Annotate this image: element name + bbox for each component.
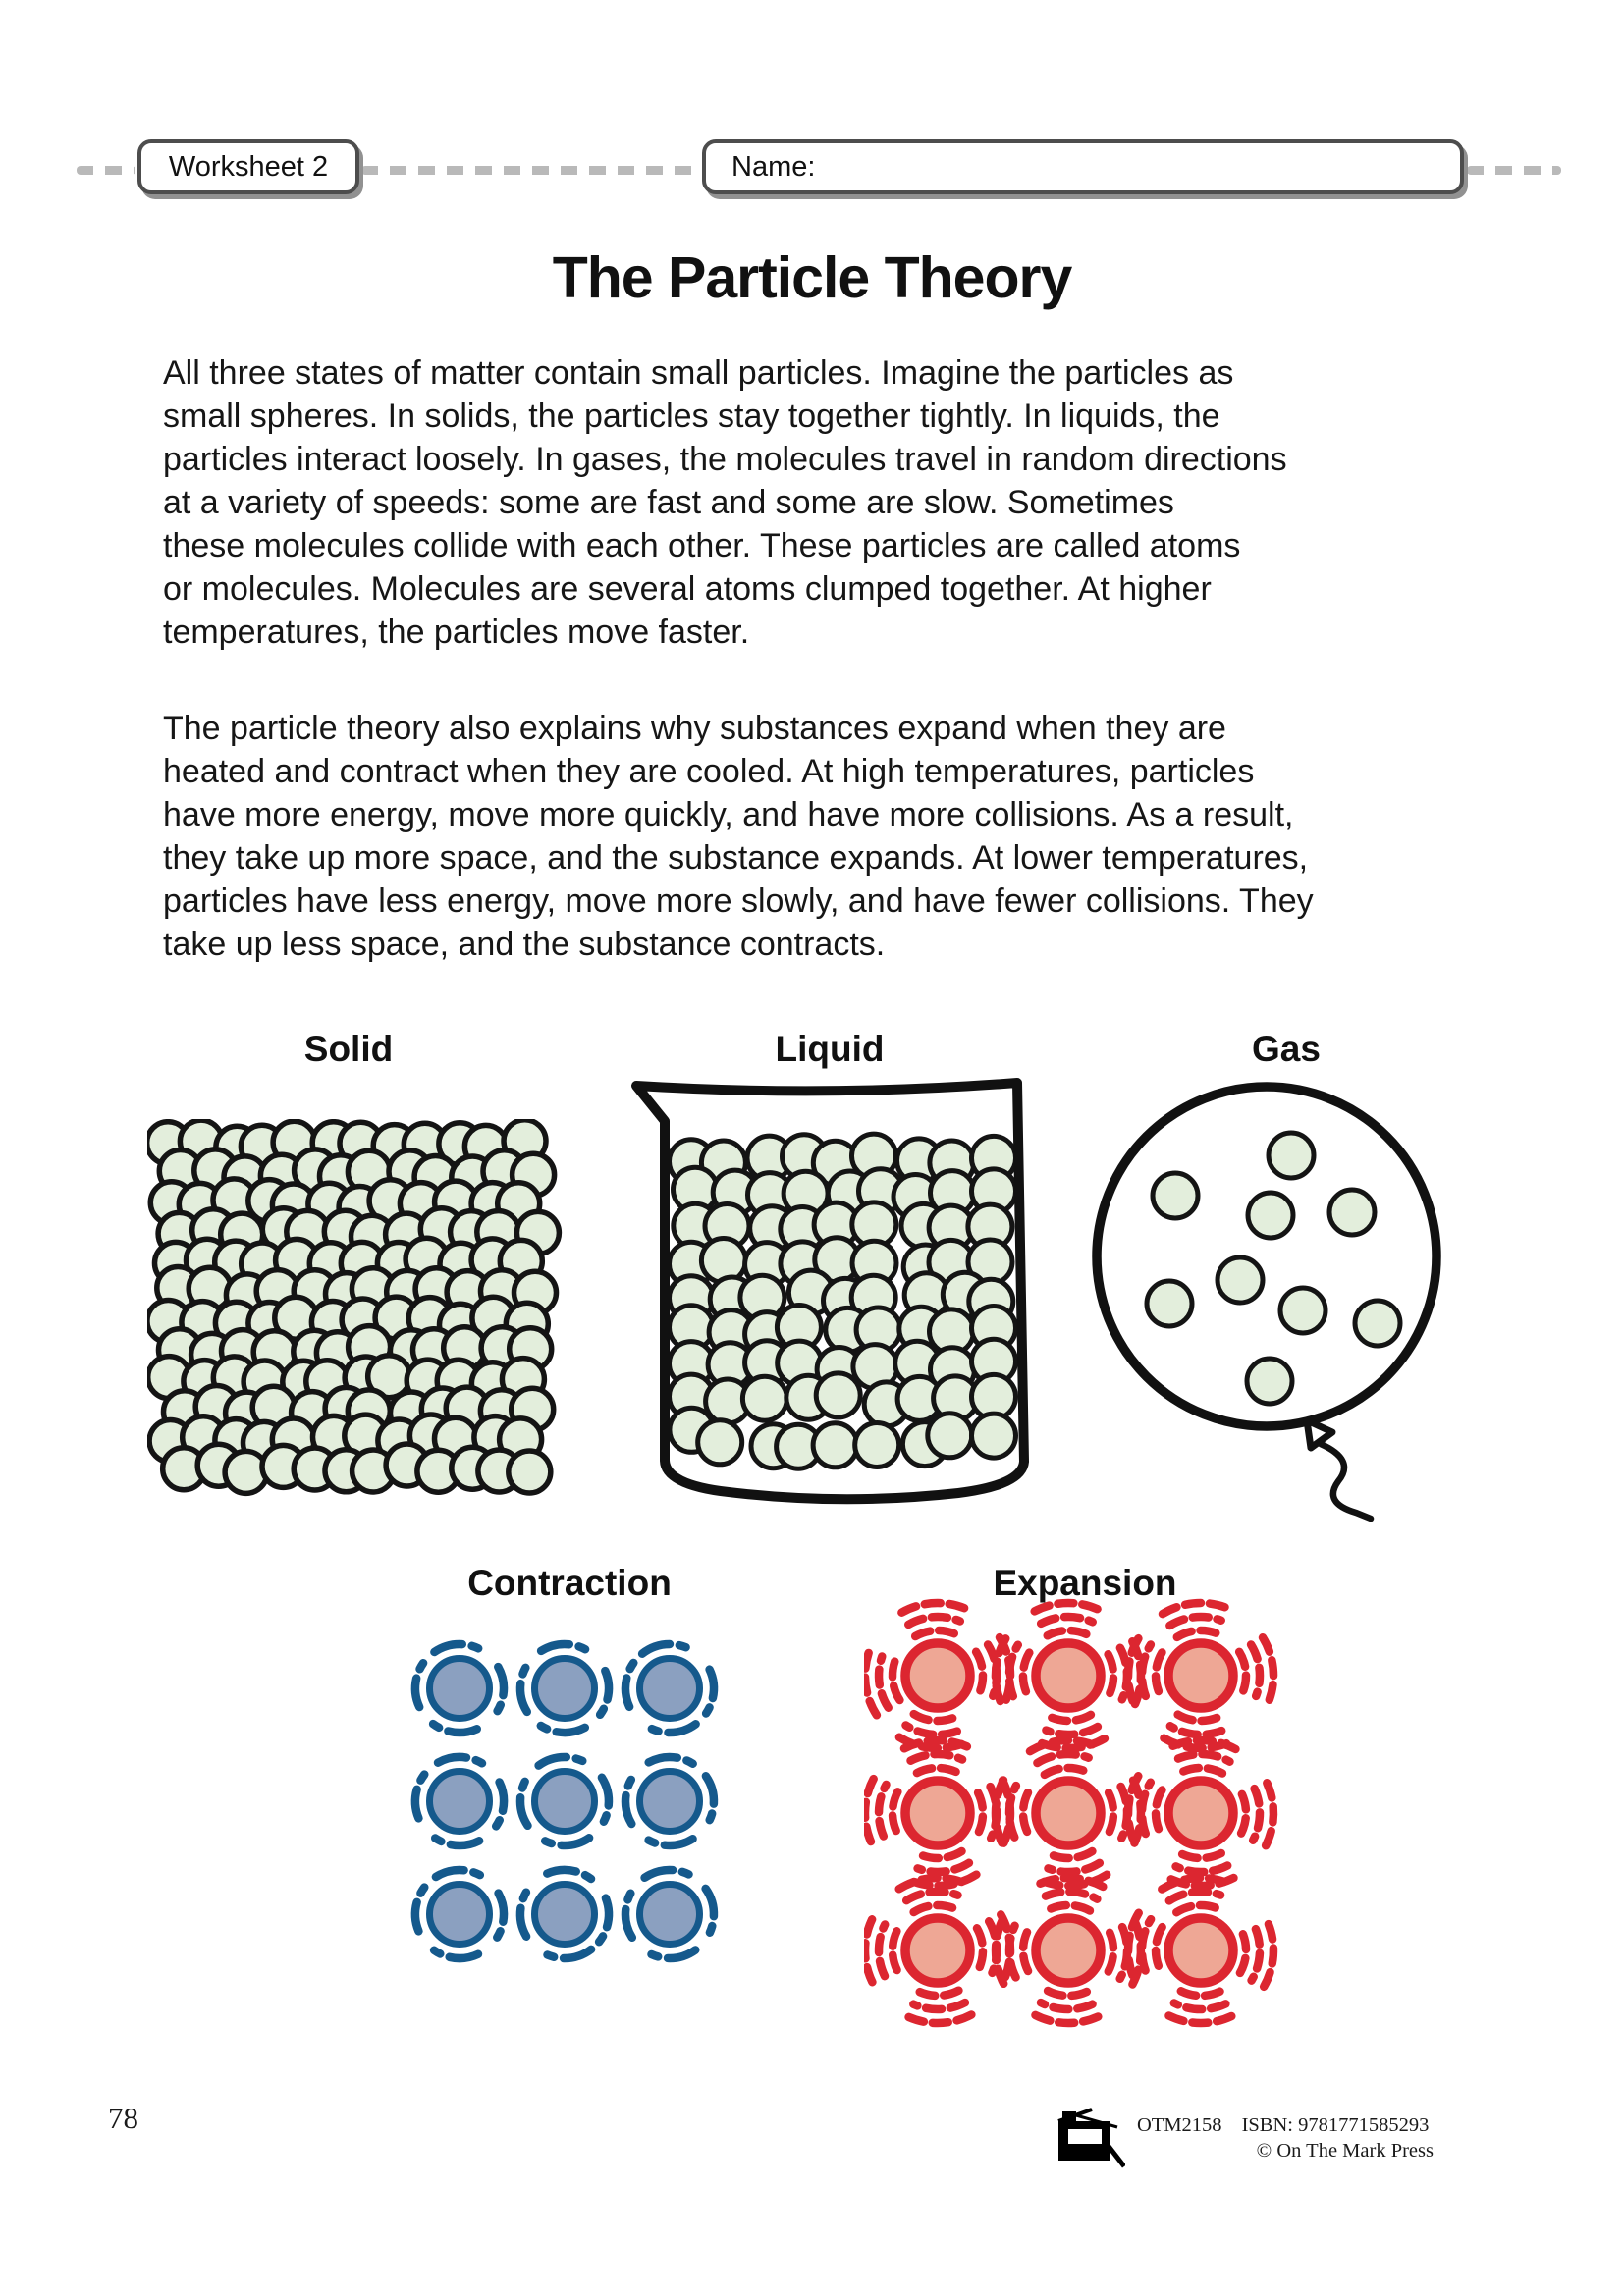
header-dashed-line-right bbox=[1467, 166, 1561, 175]
publisher-logo-icon bbox=[1053, 2106, 1125, 2172]
text-line: The particle theory also explains why substances expand when they are bbox=[163, 710, 1226, 747]
expansion-particles-diagram bbox=[864, 1595, 1306, 2037]
text-line: take up less space, and the substance contracts. bbox=[163, 926, 886, 963]
name-field-box bbox=[702, 139, 1464, 194]
header-dashed-line-left bbox=[77, 166, 135, 175]
solid-particles-diagram bbox=[147, 1119, 569, 1512]
text-line: particles interact loosely. In gases, the molecules travel in random directions bbox=[163, 441, 1287, 478]
text-line: small spheres. In solids, the particles stay together tightly. In liquids, the bbox=[163, 398, 1220, 435]
text-line: All three states of matter contain small particles. Imagine the particles as bbox=[163, 354, 1234, 392]
text-line: heated and contract when they are cooled. At high temperatures, particles bbox=[163, 753, 1255, 790]
text-line: particles have less energy, move more slowly, and have fewer collisions. They bbox=[163, 882, 1314, 920]
contraction-particles-diagram bbox=[393, 1620, 756, 2012]
page-number: 78 bbox=[108, 2101, 138, 2135]
page-title: The Particle Theory bbox=[552, 245, 1072, 310]
gas-diagram-label: Gas bbox=[1252, 1029, 1321, 1069]
product-code: OTM2158 bbox=[1137, 2114, 1222, 2136]
worksheet-number-box bbox=[137, 139, 359, 194]
text-line: they take up more space, and the substance expands. At lower temperatures, bbox=[163, 839, 1309, 877]
publisher-credits bbox=[1137, 2112, 1434, 2163]
copyright-line: © On The Mark Press bbox=[1256, 2140, 1434, 2162]
gas-balloon-diagram bbox=[1075, 1075, 1507, 1526]
expansion-diagram-label: Expansion bbox=[993, 1563, 1177, 1603]
contraction-diagram-label: Contraction bbox=[467, 1563, 672, 1603]
text-line: at a variety of speeds: some are fast and some are slow. Sometimes bbox=[163, 484, 1174, 521]
header-dashed-line-middle bbox=[361, 166, 700, 175]
name-field-label: Name: bbox=[731, 150, 816, 183]
worksheet-number-label: Worksheet 2 bbox=[168, 150, 329, 183]
liquid-beaker-diagram bbox=[609, 1065, 1051, 1512]
solid-diagram-label: Solid bbox=[303, 1029, 394, 1069]
isbn: ISBN: 9781771585293 bbox=[1241, 2114, 1430, 2136]
liquid-diagram-label: Liquid bbox=[775, 1029, 885, 1069]
expansion-paragraph bbox=[163, 707, 1484, 966]
text-line: or molecules. Molecules are several atoms clumped together. At higher bbox=[163, 570, 1212, 608]
publisher-code-line bbox=[1137, 2112, 1434, 2138]
intro-paragraph bbox=[163, 351, 1484, 654]
text-line: these molecules collide with each other. These particles are called atoms bbox=[163, 527, 1241, 564]
text-line: have more energy, move more quickly, and have more collisions. As a result, bbox=[163, 796, 1294, 833]
text-line: temperatures, the particles move faster. bbox=[163, 614, 750, 651]
